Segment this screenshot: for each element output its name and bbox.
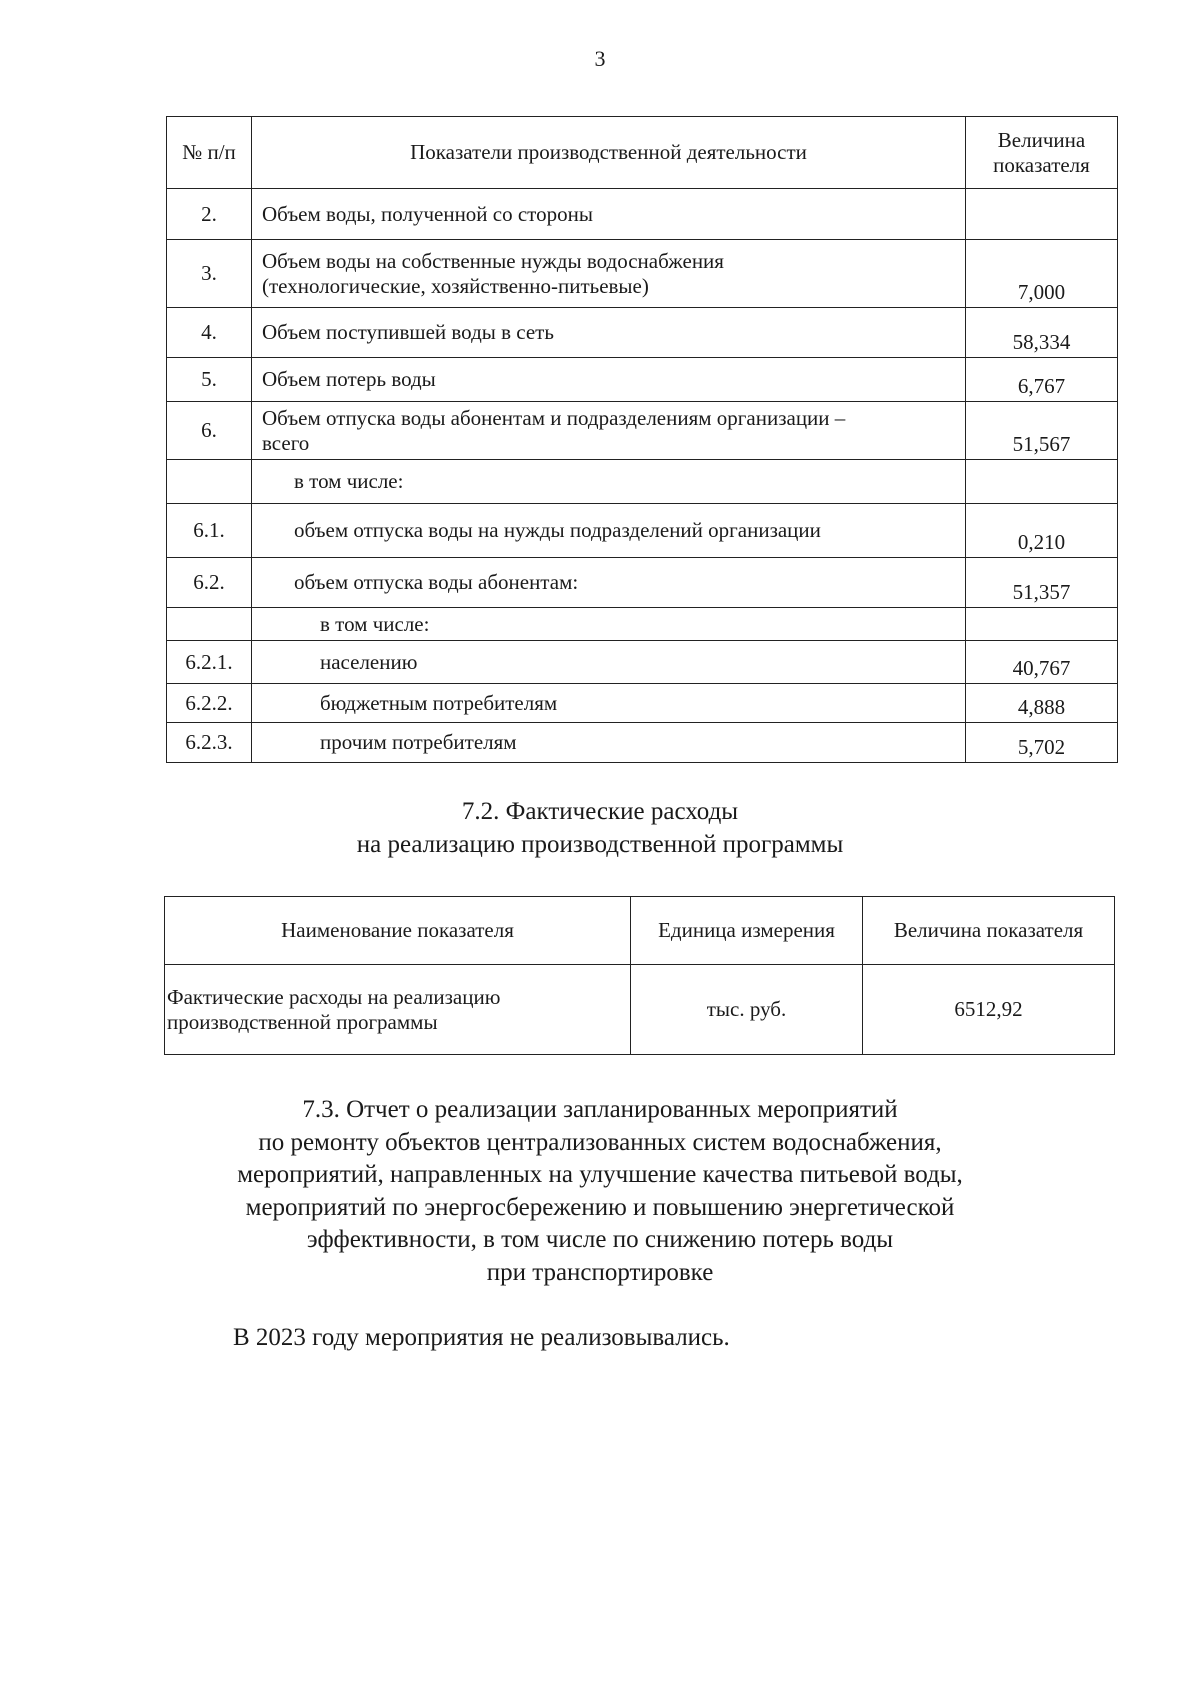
row-name-line1: Фактические расходы на реализацию [167,984,501,1009]
row-num: 3. [167,240,252,308]
row-name: объем отпуска воды на нужды подразделений организации [252,504,966,558]
row-value: 5,702 [966,723,1118,763]
table-row [165,965,1115,1055]
table-row [167,608,1118,641]
header-indicator: Показатели производственной деятельности [252,117,966,189]
row-unit: тыс. руб. [631,965,863,1055]
header-value-line2: показателя [993,152,1090,177]
row-value: 6,767 [966,358,1118,402]
section-7-2-line2: на реализацию производственной программы [356,831,844,858]
row-name: Объем воды, полученной со стороны [252,189,966,240]
row-num: 4. [167,308,252,358]
header-name: Наименование показателя [165,897,631,965]
row-value: 6512,92 [863,965,1115,1055]
row-name [165,965,631,1055]
row-num: 5. [167,358,252,402]
table-row [167,189,1118,240]
table-row [167,558,1118,608]
row-value [966,189,1118,240]
table-row [167,358,1118,402]
row-value: 4,888 [966,684,1118,723]
table-row [167,460,1118,504]
table-header-row [167,117,1118,189]
row-name: населению [252,641,966,684]
header-value-line1: Величина [997,127,1086,152]
row-num [167,608,252,641]
production-indicators-table [166,116,1118,763]
row-value: 0,210 [966,504,1118,558]
row-num: 2. [167,189,252,240]
row-value [966,460,1118,504]
section-7-3-line: 7.3. Отчет о реализации запланированных мероприятий [302,1096,898,1123]
table-row [167,402,1118,460]
row-num: 6.1. [167,504,252,558]
header-num: № п/п [167,117,252,189]
row-num: 6.2.1. [167,641,252,684]
row-name-line2: (технологические, хозяйственно-питьевые) [262,273,649,298]
row-name: прочим потребителям [252,723,966,763]
row-name [252,402,966,460]
table-row [167,641,1118,684]
expenses-table [164,896,1115,1055]
row-value: 7,000 [966,240,1118,308]
body-paragraph: В 2023 году мероприятия не реализовывались. [233,1324,730,1351]
row-name: в том числе: [252,608,966,641]
section-7-2-line1: 7.2. Фактические расходы [461,798,739,825]
table-row [167,723,1118,763]
row-name [252,240,966,308]
row-value: 40,767 [966,641,1118,684]
section-7-3-line: эффективности, в том числе по снижению потерь воды [306,1226,894,1253]
row-name: Объем поступившей воды в сеть [252,308,966,358]
row-num [167,460,252,504]
section-7-3-line: мероприятий, направленных на улучшение качества питьевой воды, [237,1161,963,1188]
section-7-2-heading [0,795,1200,861]
row-name-line2: производственной программы [167,1009,438,1034]
row-name: объем отпуска воды абонентам: [252,558,966,608]
header-value [966,117,1118,189]
row-name-line1: Объем воды на собственные нужды водоснабжения [262,248,724,273]
header-unit: Единица измерения [631,897,863,965]
section-7-3-line: мероприятий по энергосбережению и повышению энергетической [245,1193,955,1221]
section-7-3-line: при транспортировке [486,1258,714,1286]
row-name: в том числе: [252,460,966,504]
header-value: Величина показателя [863,897,1115,965]
row-num: 6.2.2. [167,684,252,723]
row-value: 51,357 [966,558,1118,608]
row-name-line2: всего [262,430,310,455]
row-name-line1: Объем отпуска воды абонентам и подразделениям организации – [262,405,846,430]
row-value [966,608,1118,641]
row-value: 51,567 [966,402,1118,460]
section-7-3-heading [0,1094,1200,1289]
table-row [167,240,1118,308]
row-num: 6. [167,402,252,460]
table-row [167,308,1118,358]
row-name: бюджетным потребителям [252,684,966,723]
row-name: Объем потерь воды [252,358,966,402]
page-number: 3 [594,46,606,71]
table-row [167,684,1118,723]
table-row [167,504,1118,558]
table-header-row [165,897,1115,965]
row-num: 6.2. [167,558,252,608]
row-value: 58,334 [966,308,1118,358]
section-7-3-line: по ремонту объектов централизованных систем водоснабжения, [258,1128,942,1156]
row-num: 6.2.3. [167,723,252,763]
